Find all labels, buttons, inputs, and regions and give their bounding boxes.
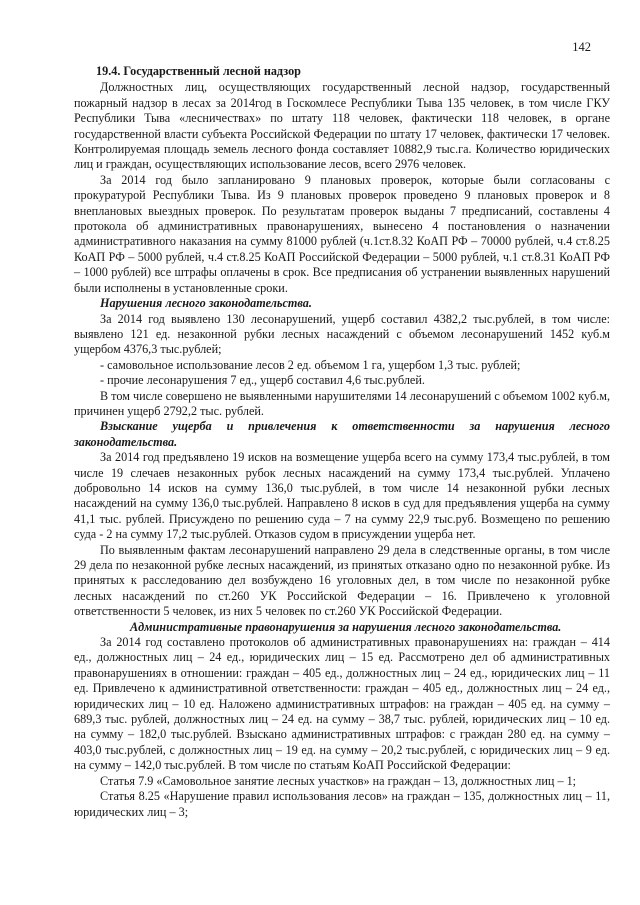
paragraph-inspections: За 2014 год было запланировано 9 плановых проверок, которые были согласованы с прокуратурой Республики Тыва. Из 9 плановых проверок проведено 9 плановых проверок и 8 внеплановых выездных проверок. По результатам проверок выданы 7 предписаний, составлены 4 протокола об административных правонарушениях, вынесено 4 постановления о назначении административного наказания на сумму 81000 рублей (ч.1ст.8.32 КоАП РФ – 70000 рублей, ч.4 ст.8.25 КоАП РФ – 5000 рублей, ч.4 ст.8.25 КоАП Российской Федерации – 5000 рублей, ч.1 ст.8.31 КоАП РФ – 1000 рублей) все штрафы оплачены в срок. Все предписания об устранении выявленных нарушений были исполнены в установленные сроки.: [74, 172, 610, 295]
paragraph-unauthorized-use: - самовольное использование лесов 2 ед. объемом 1 га, ущербом 1,3 тыс. рублей;: [100, 357, 521, 372]
paragraph-administrative: За 2014 год составлено протоколов об административных правонарушениях на: граждан – 414 ед., должностных лиц – 24 ед., юридических лиц – 15 ед. Рассмотрено дел об административных правонарушениях в отношении: граждан – 405 ед., должностных лиц – 24 ед., юридических лиц – 11 ед. Привлечено к административной ответственности: граждан – 405 ед., должностных лиц – 24 ед., юридических лиц – 10 ед. Наложено административных штрафов: на граждан – 405 ед. на сумму – 689,3 тыс. рублей, должностных лиц – 24 ед. на сумму – 38,7 тыс. рублей, юридических лиц – 10 ед. на сумму – 182,0 тыс.рублей. Взыскано административных штрафов: с граждан 280 ед. на сумму – 403,0 тыс.рублей, с должностных лиц – 19 ед. на сумму – 20,2 тыс.рублей, с юридических лиц – 9 ед. на сумму – 142,0 тыс.рублей. В том числе по статьям КоАП Российской Федерации:: [74, 635, 610, 773]
section-heading: 19.4. Государственный лесной надзор: [96, 64, 301, 78]
paragraph-violations-total: За 2014 год выявлено 130 лесонарушений, ущерб составил 4382,2 тыс.рублей, в том числе: выявлено 121 ед. незаконной рубки лесных насаждений с объемом лесонарушений 1452 куб.м ущербом 4376,3 тыс.рублей;: [74, 311, 610, 357]
subheading-damages: Взыскание ущерба и привлечения к ответственности за нарушения лесного законодательства.: [74, 419, 610, 449]
paragraph-other-violations: - прочие лесонарушения 7 ед., ущерб составил 4,6 тыс.рублей.: [100, 373, 425, 388]
subheading-violations: Нарушения лесного законодательства.: [100, 296, 312, 311]
paragraph-criminal-cases: По выявленным фактам лесонарушений направлено 29 дела в следственные органы, в том числе 29 дела по незаконной рубке лесных насаждений, из принятых отказано одно по незаконной рубке. Из принятых к расследованию дел возбуждено 16 уголовных дел, в том числе по незаконной рубке лесных насаждений по ст.260 УК Российской Федерации – 16. Привлечено к уголовной ответственности 5 человек, из них 5 человек по ст.260 УК Российской Федерации.: [74, 542, 610, 619]
paragraph-staff: Должностных лиц, осуществляющих государственный лесной надзор, государственный пожарный надзор в лесах за 2014год в Госкомлесе Республики Тыва 135 человек, в том числе ГКУ Республики Тыва «лесничествах» по штату 118 человек, фактически 118 человек, в органе государственной власти субъекта Российской Федерации по штату 17 человек, фактически 17 человек. Контролируемая площадь земель лесного фонда составляет 10882,9 тыс.га. Количество юридических лиц и граждан, осуществляющих использование лесов, всего 2976 человек.: [74, 80, 610, 172]
page-number: 142: [572, 40, 591, 54]
subheading-administrative: Административные правонарушения за нарушения лесного законодательства.: [130, 619, 562, 634]
paragraph-unidentified: В том числе совершено не выявленными нарушителями 14 лесонарушений с объемом 1002 куб.м, причинен ущерб 2792,2 тыс. рублей.: [74, 388, 610, 418]
page-body: [74, 64, 610, 820]
paragraph-article-8-25: Статья 8.25 «Нарушение правил использования лесов» на граждан – 135, должностных лиц – 11, юридических лиц – 3;: [74, 789, 610, 819]
paragraph-claims: За 2014 год предъявлено 19 исков на возмещение ущерба всего на сумму 173,4 тыс.рублей, в том числе 19 слечаев незаконных рубок лесных насаждений на сумму 173,4 тыс.рублей. Уплачено добровольно 14 исков на сумму 136,0 тыс.рублей, в том числе 14 незаконной рубки лесных насаждений на сумму 136,0 тыс.рублей. Направлено 8 исков в суд для предъявления ущерба на сумму 41,1 тыс. рублей. Присуждено по решению суда – 7 на сумму 22,9 тыс.руб. Возмещено по решению суда - 2 на сумму 17,2 тыс.рублей. Отказов судом в присуждении ущерба нет.: [74, 450, 610, 542]
paragraph-article-7-9: Статья 7.9 «Самовольное занятие лесных участков» на граждан – 13, должностных лиц – 1;: [100, 773, 577, 788]
